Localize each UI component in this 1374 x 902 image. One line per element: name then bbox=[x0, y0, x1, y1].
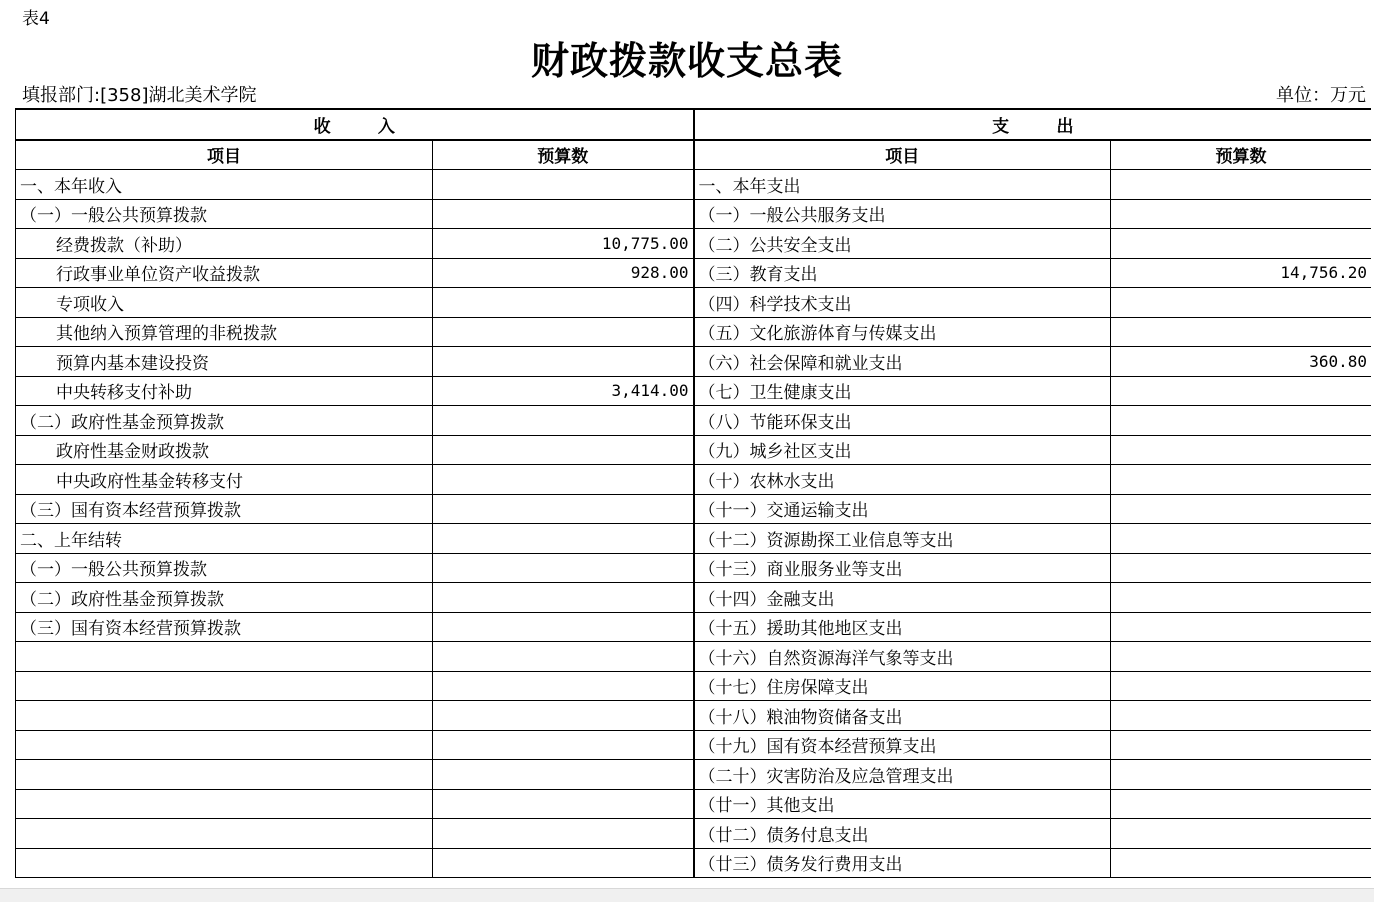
table-row bbox=[16, 347, 1372, 377]
expense-item-cell: （十四）金融支出 bbox=[694, 583, 1111, 613]
income-item-cell: （一）一般公共预算拨款 bbox=[16, 199, 433, 229]
expense-item-cell: （八）节能环保支出 bbox=[694, 406, 1111, 436]
income-budget-cell bbox=[433, 199, 694, 229]
income-item-cell bbox=[16, 730, 433, 760]
expense-item-cell: （十）农林水支出 bbox=[694, 465, 1111, 495]
income-budget-cell bbox=[433, 465, 694, 495]
table-row bbox=[16, 730, 1372, 760]
expense-budget-cell bbox=[1111, 524, 1371, 554]
table-row bbox=[16, 288, 1372, 318]
income-budget-cell bbox=[433, 553, 694, 583]
income-item-cell bbox=[16, 760, 433, 790]
expense-budget-cell bbox=[1111, 642, 1371, 672]
expense-budget-cell bbox=[1111, 317, 1371, 347]
expense-item-cell: （廿一）其他支出 bbox=[694, 789, 1111, 819]
expense-budget-cell bbox=[1111, 406, 1371, 436]
expense-item-cell: （三）教育支出 bbox=[694, 258, 1111, 288]
income-budget-cell bbox=[433, 671, 694, 701]
expense-item-cell: （十六）自然资源海洋气象等支出 bbox=[694, 642, 1111, 672]
expense-item-cell: （十八）粮油物资储备支出 bbox=[694, 701, 1111, 731]
expense-item-cell: （二）公共安全支出 bbox=[694, 229, 1111, 259]
expense-budget-cell bbox=[1111, 553, 1371, 583]
income-group-header: 收 入 bbox=[16, 109, 694, 140]
expense-budget-cell bbox=[1111, 760, 1371, 790]
document-title: 财政拨款收支总表 bbox=[530, 39, 843, 83]
expense-item-cell: 一、本年支出 bbox=[694, 170, 1111, 200]
expense-budget-cell bbox=[1111, 583, 1371, 613]
table-row bbox=[16, 701, 1372, 731]
expense-item-cell: （十三）商业服务业等支出 bbox=[694, 553, 1111, 583]
income-budget-cell bbox=[433, 494, 694, 524]
budget-sheet bbox=[15, 108, 1371, 887]
income-item-cell: 中央政府性基金转移支付 bbox=[16, 465, 433, 495]
income-budget-cell bbox=[433, 406, 694, 436]
table-row bbox=[16, 789, 1372, 819]
table-row bbox=[16, 583, 1372, 613]
table-row bbox=[16, 819, 1372, 849]
income-item-cell: 其他纳入预算管理的非税拨款 bbox=[16, 317, 433, 347]
table-row bbox=[16, 258, 1372, 288]
income-budget-cell bbox=[433, 819, 694, 849]
income-item-cell bbox=[16, 671, 433, 701]
income-budget-cell bbox=[433, 317, 694, 347]
expense-item-cell: （二十）灾害防治及应急管理支出 bbox=[694, 760, 1111, 790]
unit-label: 单位：万元 bbox=[1276, 85, 1366, 106]
income-budget-cell: 10,775.00 bbox=[433, 229, 694, 259]
expense-budget-cell bbox=[1111, 701, 1371, 731]
expense-item-cell: （十一）交通运输支出 bbox=[694, 494, 1111, 524]
income-item-cell: （二）政府性基金预算拨款 bbox=[16, 406, 433, 436]
table-row bbox=[16, 848, 1372, 878]
expense-item-cell: （六）社会保障和就业支出 bbox=[694, 347, 1111, 377]
expense-item-cell: （廿三）债务发行费用支出 bbox=[694, 848, 1111, 878]
income-budget-cell bbox=[433, 789, 694, 819]
expense-budget-cell bbox=[1111, 435, 1371, 465]
income-item-cell: 行政事业单位资产收益拨款 bbox=[16, 258, 433, 288]
expense-item-cell: （十七）住房保障支出 bbox=[694, 671, 1111, 701]
table-row bbox=[16, 199, 1372, 229]
income-budget-cell bbox=[433, 701, 694, 731]
expense-item-cell: （廿二）债务付息支出 bbox=[694, 819, 1111, 849]
income-budget-cell bbox=[433, 524, 694, 554]
expense-budget-cell: 360.80 bbox=[1111, 347, 1371, 377]
expense-budget-cell bbox=[1111, 789, 1371, 819]
income-item-cell: 预算内基本建设投资 bbox=[16, 347, 433, 377]
income-budget-cell bbox=[433, 730, 694, 760]
expense-budget-cell bbox=[1111, 819, 1371, 849]
table-row bbox=[16, 317, 1372, 347]
income-item-cell bbox=[16, 819, 433, 849]
table-row bbox=[16, 406, 1372, 436]
income-budget-cell bbox=[433, 583, 694, 613]
table-row bbox=[16, 376, 1372, 406]
table-row bbox=[16, 170, 1372, 200]
expense-budget-cell bbox=[1111, 199, 1371, 229]
table-row bbox=[16, 494, 1372, 524]
income-budget-cell bbox=[433, 642, 694, 672]
income-item-cell bbox=[16, 701, 433, 731]
income-budget-cell: 3,414.00 bbox=[433, 376, 694, 406]
expense-item-column-header: 项目 bbox=[694, 140, 1111, 170]
expense-item-cell: （十五）援助其他地区支出 bbox=[694, 612, 1111, 642]
table-row bbox=[16, 612, 1372, 642]
income-item-cell: （三）国有资本经营预算拨款 bbox=[16, 494, 433, 524]
table-row bbox=[16, 553, 1372, 583]
expense-budget-cell bbox=[1111, 494, 1371, 524]
income-budget-cell bbox=[433, 347, 694, 377]
income-item-cell: （三）国有资本经营预算拨款 bbox=[16, 612, 433, 642]
expense-budget-cell bbox=[1111, 288, 1371, 318]
table-row bbox=[16, 435, 1372, 465]
budget-table bbox=[15, 108, 1371, 878]
expense-item-cell: （四）科学技术支出 bbox=[694, 288, 1111, 318]
expense-item-cell: （十二）资源勘探工业信息等支出 bbox=[694, 524, 1111, 554]
expense-budget-cell bbox=[1111, 376, 1371, 406]
table-row bbox=[16, 524, 1372, 554]
window-bottom-strip bbox=[0, 888, 1374, 902]
income-item-column-header: 项目 bbox=[16, 140, 433, 170]
expense-item-cell: （十九）国有资本经营预算支出 bbox=[694, 730, 1111, 760]
income-item-cell: 专项收入 bbox=[16, 288, 433, 318]
table-row bbox=[16, 671, 1372, 701]
expense-budget-column-header: 预算数 bbox=[1111, 140, 1371, 170]
expense-budget-cell bbox=[1111, 465, 1371, 495]
income-item-cell: 中央转移支付补助 bbox=[16, 376, 433, 406]
income-budget-cell bbox=[433, 848, 694, 878]
table-row bbox=[16, 465, 1372, 495]
expense-budget-cell: 14,756.20 bbox=[1111, 258, 1371, 288]
income-budget-cell bbox=[433, 170, 694, 200]
expense-item-cell: （九）城乡社区支出 bbox=[694, 435, 1111, 465]
income-item-cell: （一）一般公共预算拨款 bbox=[16, 553, 433, 583]
income-budget-cell: 928.00 bbox=[433, 258, 694, 288]
table-row bbox=[16, 642, 1372, 672]
income-item-cell: 政府性基金财政拨款 bbox=[16, 435, 433, 465]
income-item-cell bbox=[16, 789, 433, 819]
income-budget-cell bbox=[433, 760, 694, 790]
table-row bbox=[16, 229, 1372, 259]
income-budget-cell bbox=[433, 612, 694, 642]
income-item-cell: 经费拨款（补助） bbox=[16, 229, 433, 259]
expense-budget-cell bbox=[1111, 671, 1371, 701]
income-item-cell: 一、本年收入 bbox=[16, 170, 433, 200]
income-item-cell: 二、上年结转 bbox=[16, 524, 433, 554]
income-budget-column-header: 预算数 bbox=[433, 140, 694, 170]
expense-budget-cell bbox=[1111, 170, 1371, 200]
expense-budget-cell bbox=[1111, 848, 1371, 878]
table-row bbox=[16, 760, 1372, 790]
income-item-cell bbox=[16, 848, 433, 878]
income-item-cell bbox=[16, 642, 433, 672]
expense-budget-cell bbox=[1111, 229, 1371, 259]
income-budget-cell bbox=[433, 288, 694, 318]
expense-item-cell: （一）一般公共服务支出 bbox=[694, 199, 1111, 229]
expense-budget-cell bbox=[1111, 612, 1371, 642]
expense-group-header: 支 出 bbox=[694, 109, 1371, 140]
expense-budget-cell bbox=[1111, 730, 1371, 760]
reporting-department: 填报部门:[358]湖北美术学院 bbox=[22, 85, 257, 106]
income-item-cell: （二）政府性基金预算拨款 bbox=[16, 583, 433, 613]
expense-item-cell: （五）文化旅游体育与传媒支出 bbox=[694, 317, 1111, 347]
table-body bbox=[16, 170, 1372, 878]
expense-item-cell: （七）卫生健康支出 bbox=[694, 376, 1111, 406]
income-budget-cell bbox=[433, 435, 694, 465]
table-number-label: 表4 bbox=[22, 9, 50, 29]
